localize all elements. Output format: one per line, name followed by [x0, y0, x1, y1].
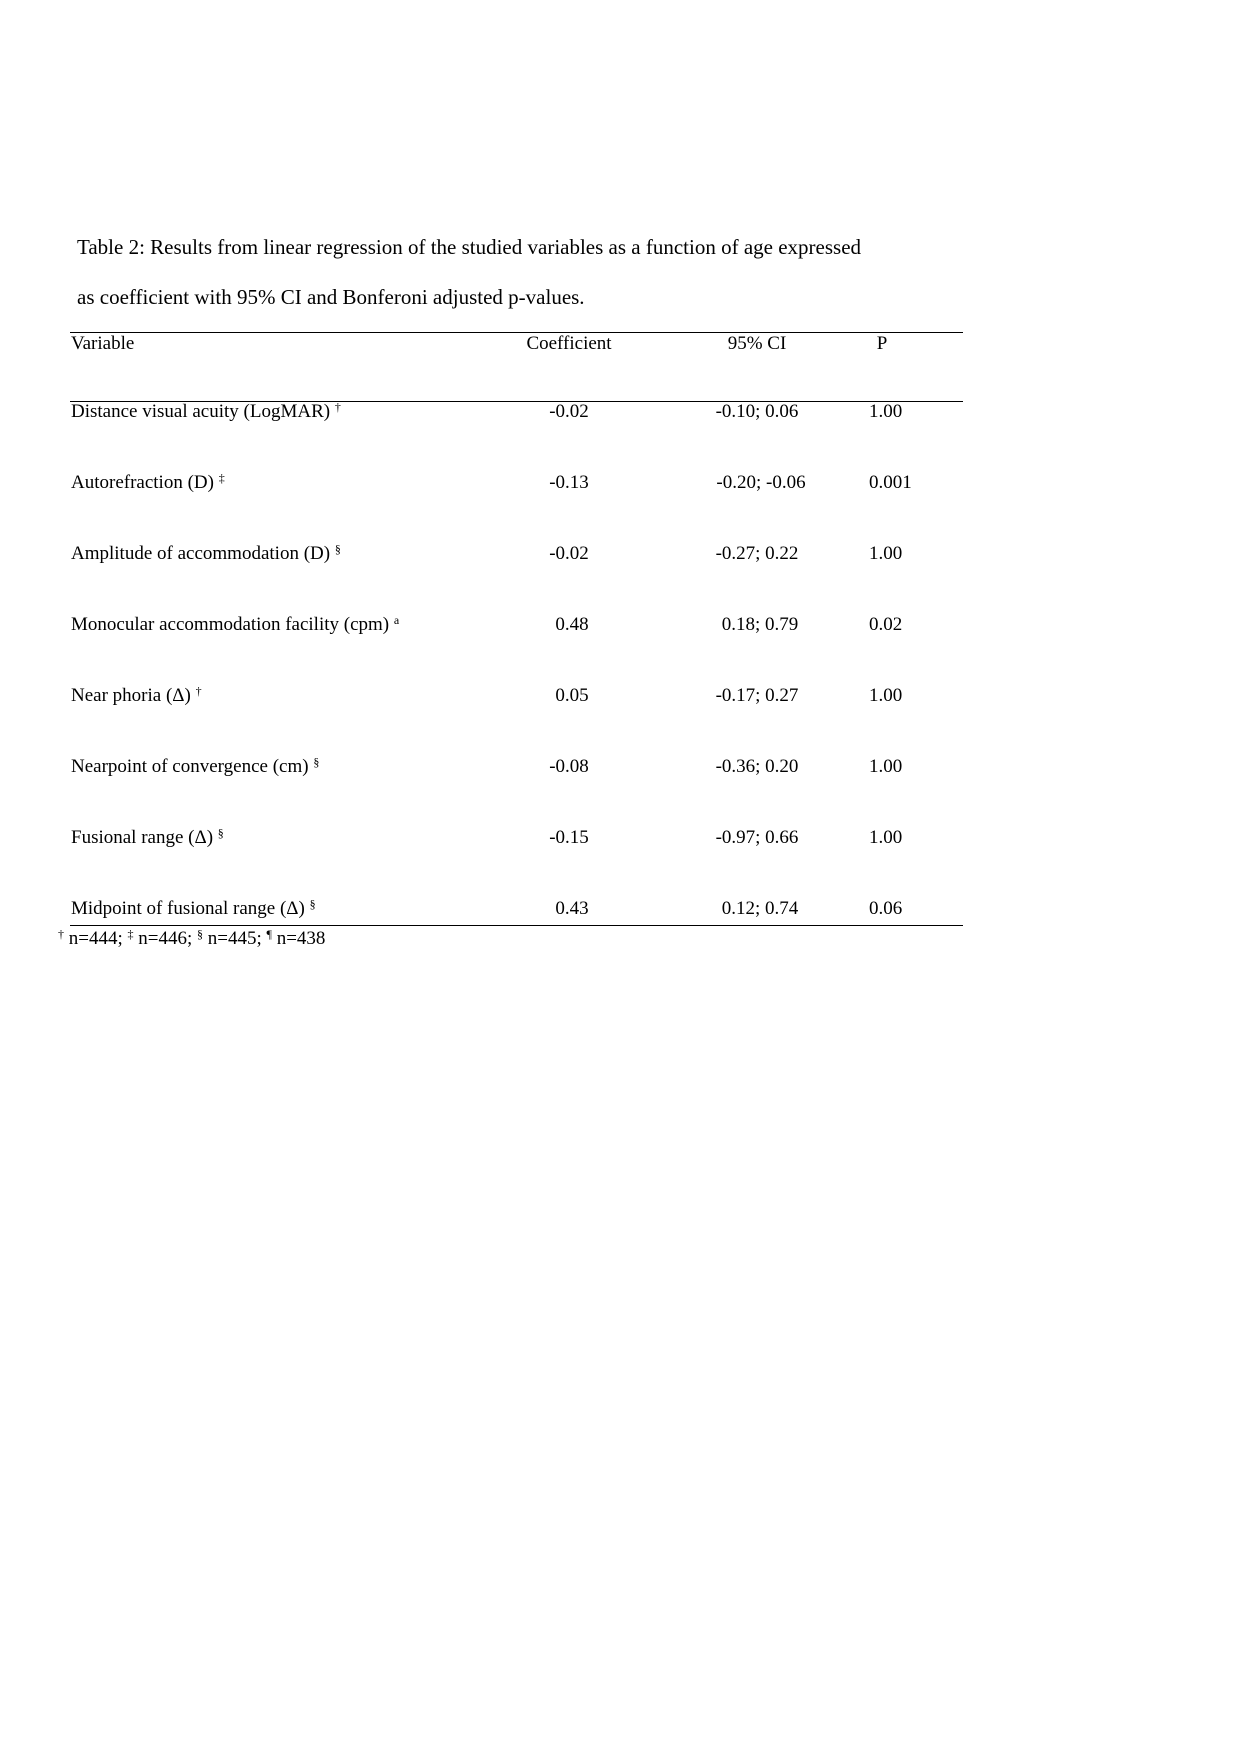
footnote-mark: † [195, 684, 202, 698]
footnote-text: n=444; [64, 928, 128, 949]
row-coefficient: -0.02 [549, 401, 589, 422]
row-coefficient: -0.08 [549, 756, 589, 777]
row-p: 1.00 [869, 827, 903, 848]
header-variable: Variable [71, 333, 135, 354]
row-coefficient: -0.15 [549, 827, 589, 848]
footnote-mark: ‡ [127, 927, 134, 941]
table-top-rule [70, 332, 963, 333]
row-ci: -0.27; 0.22 [715, 543, 799, 564]
row-ci: -0.17; 0.27 [715, 685, 799, 706]
footnote-mark: § [217, 826, 224, 840]
row-variable: Fusional range (Δ) § [71, 826, 224, 848]
footnote-text: n=446; [133, 928, 197, 949]
row-variable: Distance visual acuity (LogMAR) † [71, 400, 341, 422]
header-ci: 95% CI [727, 333, 787, 354]
row-p: 1.00 [869, 543, 903, 564]
footnote-mark: ‡ [218, 471, 225, 485]
row-coefficient: 0.43 [555, 898, 589, 919]
row-coefficient: 0.05 [555, 685, 589, 706]
row-coefficient: -0.02 [549, 543, 589, 564]
row-variable: Amplitude of accommodation (D) § [71, 542, 341, 564]
footnote-mark: § [313, 755, 320, 769]
footnote-mark: † [334, 400, 341, 414]
row-p: 1.00 [869, 401, 903, 422]
footnote-mark: § [197, 927, 203, 941]
header-p: P [876, 333, 888, 354]
row-ci: 0.18; 0.79 [721, 614, 799, 635]
footnote-mark: ¶ [266, 927, 272, 941]
row-coefficient: 0.48 [555, 614, 589, 635]
row-ci: -0.20; -0.06 [716, 472, 806, 493]
row-p: 1.00 [869, 756, 903, 777]
row-variable: Nearpoint of convergence (cm) § [71, 755, 320, 777]
row-ci: 0.12; 0.74 [721, 898, 799, 919]
footnote-mark: § [334, 542, 341, 556]
row-ci: -0.36; 0.20 [715, 756, 799, 777]
table-caption [77, 222, 977, 322]
row-variable: Midpoint of fusional range (Δ) § [71, 897, 316, 919]
table-footnote [58, 927, 325, 951]
caption-line-1: Table 2: Results from linear regression of the studied variables as a function of age expressed [77, 235, 862, 259]
row-p: 1.00 [869, 685, 903, 706]
caption-line-2: as coefficient with 95% CI and Bonferoni adjusted p-values. [77, 285, 585, 309]
row-p: 0.02 [869, 614, 903, 635]
row-variable: Monocular accommodation facility (cpm) $^a$ [71, 613, 400, 635]
row-ci: -0.97; 0.66 [715, 827, 799, 848]
row-variable: Near phoria (Δ) † [71, 684, 202, 706]
header-coefficient: Coefficient [526, 333, 612, 354]
footnote-mark: § [309, 897, 316, 911]
footnote-text: n=445; [203, 928, 267, 949]
footnote-mark: a [393, 613, 400, 627]
footnote-mark: † [58, 927, 64, 941]
footnote-text: n=438 [271, 928, 326, 949]
row-ci: -0.10; 0.06 [715, 401, 799, 422]
row-variable: Autorefraction (D) ‡ [71, 471, 225, 493]
row-p: 0.001 [869, 472, 912, 493]
table-bottom-rule [70, 925, 963, 926]
row-p: 0.06 [869, 898, 903, 919]
row-coefficient: -0.13 [549, 472, 589, 493]
